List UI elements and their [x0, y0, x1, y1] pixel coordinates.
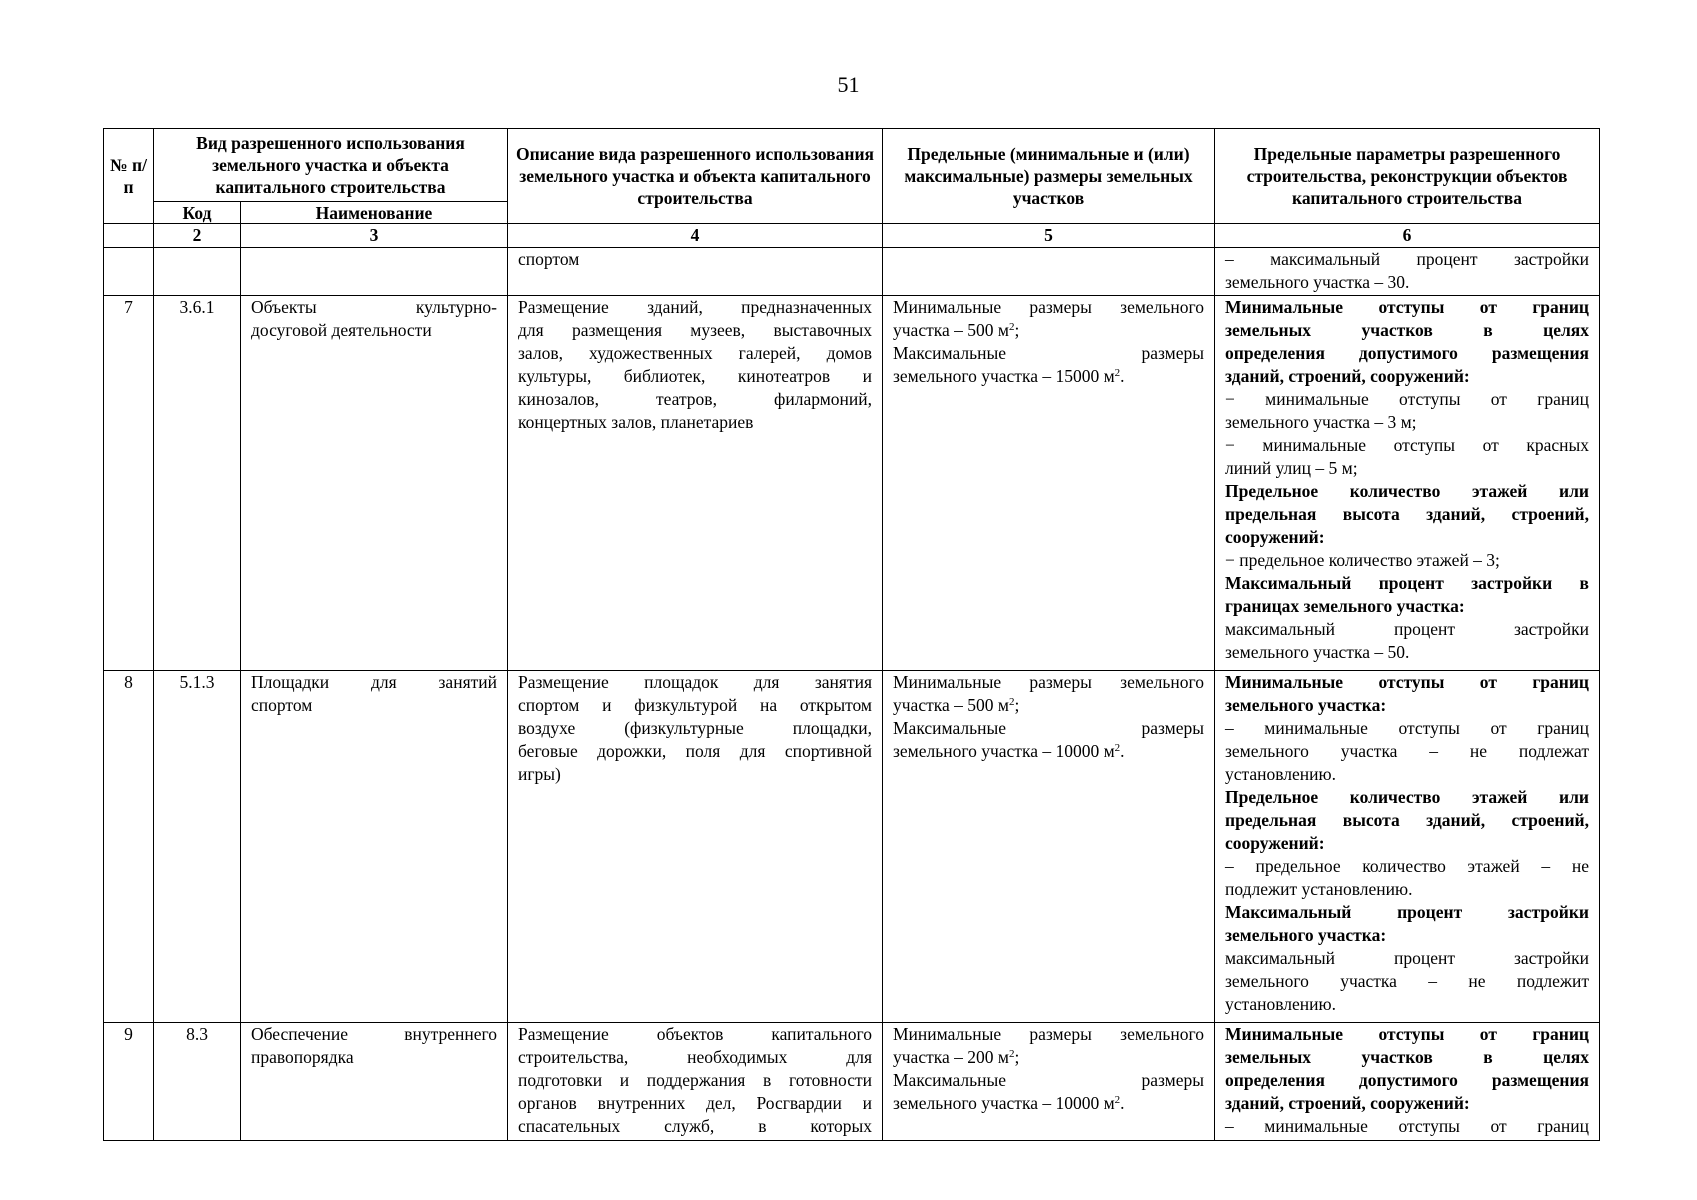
param-line: Предельное количество этажей или: [1225, 481, 1589, 501]
description-line: спортом и физкультурой на открытом: [518, 695, 872, 715]
param-line: максимальный процент застройки: [1225, 948, 1589, 968]
param-line: максимальный процент застройки: [1225, 619, 1589, 639]
sizes-line: участка – 500 $м^2$;: [893, 695, 1020, 715]
param-line: Минимальные отступы от границ: [1225, 672, 1589, 692]
param-line: определения допустимого размещения: [1225, 343, 1589, 363]
column-number-1: [104, 224, 154, 248]
sizes-line: Минимальные размеры земельного: [893, 1024, 1204, 1044]
cell-params: [1215, 671, 1600, 1023]
param-line: – предельное количество этажей – не: [1225, 856, 1589, 876]
sizes-line: земельного участка – 15000 $м^2$.: [893, 366, 1125, 386]
cell-description: [508, 296, 883, 671]
param-line: Предельное количество этажей или: [1225, 787, 1589, 807]
sizes-line: земельного участка – 10000 $м^2$.: [893, 1093, 1125, 1113]
column-number-4: 4: [508, 224, 883, 248]
param-line: зданий, строений, сооружений:: [1225, 1093, 1470, 1113]
param-line: Минимальные отступы от границ: [1225, 297, 1589, 317]
cell-code: 5.1.3: [154, 671, 241, 1023]
param-line: сооружений:: [1225, 833, 1325, 853]
sizes-line: участка – 500 $м^2$;: [893, 320, 1020, 340]
column-numbers-row: [104, 224, 1600, 248]
description-line: спасательных служб, в которых: [518, 1116, 872, 1136]
param-line: установлению.: [1225, 994, 1336, 1014]
description-line: воздухе (физкультурные площадки,: [518, 718, 872, 738]
param-line: подлежит установлению.: [1225, 879, 1413, 899]
name-line: Обеспечение внутреннего: [251, 1024, 497, 1044]
description-line: органов внутренних дел, Росгвардии и: [518, 1093, 872, 1113]
sizes-line: Минимальные размеры земельного: [893, 297, 1204, 317]
param-line: земельного участка:: [1225, 925, 1387, 945]
description-line: для размещения музеев, выставочных: [518, 320, 872, 340]
header-name: Наименование: [241, 202, 508, 224]
cell-code: [154, 248, 241, 296]
description-line: залов, художественных галерей, домов: [518, 343, 872, 363]
param-line: предельная высота зданий, строений,: [1225, 810, 1589, 830]
name-line: Площадки для занятий: [251, 672, 497, 692]
param-line: – минимальные отступы от границ: [1225, 718, 1589, 738]
cell-name: [241, 671, 508, 1023]
param-line: Максимальный процент застройки в: [1225, 573, 1589, 593]
param-line: земельных участков в целях: [1225, 320, 1589, 340]
column-number-6: 6: [1215, 224, 1600, 248]
cell-sizes: [883, 248, 1215, 296]
cell-description: [508, 1023, 883, 1141]
cell-name: [241, 296, 508, 671]
sizes-line: Максимальные размеры: [893, 1070, 1204, 1090]
param-line: установлению.: [1225, 764, 1336, 784]
param-line: − минимальные отступы от границ: [1225, 389, 1589, 409]
table-row: [104, 1023, 1600, 1141]
description-line: кинозалов, театров, филармоний,: [518, 389, 872, 409]
name-line: правопорядка: [251, 1047, 354, 1067]
name-line: досуговой деятельности: [251, 320, 432, 340]
cell-num: 9: [104, 1023, 154, 1141]
column-number-3: 3: [241, 224, 508, 248]
header-type-group: Вид разрешенного использования земельного участка и объекта капитального строительства: [154, 129, 508, 202]
header-code: Код: [154, 202, 241, 224]
header-params: Предельные параметры разрешенного строительства, реконструкции объектов капитального строительства: [1215, 129, 1600, 224]
param-line: земельных участков в целях: [1225, 1047, 1589, 1067]
param-line: земельного участка – 50.: [1225, 642, 1410, 662]
header-sizes: Предельные (минимальные и (или) максимальные) размеры земельных участков: [883, 129, 1215, 224]
cell-description: спортом: [508, 248, 883, 296]
description-line: концертных залов, планетариев: [518, 412, 754, 432]
description-line: Размещение зданий, предназначенных: [518, 297, 872, 317]
description-line: строительства, необходимых для: [518, 1047, 872, 1067]
cell-name: [241, 248, 508, 296]
cell-sizes: [883, 1023, 1215, 1141]
name-line: Объекты культурно-: [251, 297, 497, 317]
table-row: [104, 671, 1600, 1023]
description-line: подготовки и поддержания в готовности: [518, 1070, 872, 1090]
param-line: земельного участка – не подлежит: [1225, 971, 1589, 991]
description-line: культуры, библиотек, кинотеатров и: [518, 366, 872, 386]
param-line: земельного участка – не подлежат: [1225, 741, 1589, 761]
param-line: земельного участка – 3 м;: [1225, 412, 1417, 432]
description-line: Размещение площадок для занятия: [518, 672, 872, 692]
cell-params: [1215, 248, 1600, 296]
param-line: Максимальный процент застройки: [1225, 902, 1589, 922]
param-line: определения допустимого размещения: [1225, 1070, 1589, 1090]
cell-num: 7: [104, 296, 154, 671]
cell-name: [241, 1023, 508, 1141]
header-num: № п/п: [104, 129, 154, 224]
page-number: 51: [837, 72, 860, 97]
name-line: спортом: [251, 695, 313, 715]
table-row: [104, 248, 1600, 296]
land-use-table: [103, 128, 1600, 1141]
sizes-line: участка – 200 $м^2$;: [893, 1047, 1020, 1067]
description-line: беговые дорожки, поля для спортивной: [518, 741, 872, 761]
sizes-line: земельного участка – 10000 $м^2$.: [893, 741, 1125, 761]
cell-num: 8: [104, 671, 154, 1023]
cell-sizes: [883, 296, 1215, 671]
sizes-line: Максимальные размеры: [893, 718, 1204, 738]
param-line: Минимальные отступы от границ: [1225, 1024, 1589, 1044]
sizes-line: Максимальные размеры: [893, 343, 1204, 363]
param-line: земельного участка:: [1225, 695, 1387, 715]
param-line: предельная высота зданий, строений,: [1225, 504, 1589, 524]
cell-sizes: [883, 671, 1215, 1023]
cell-description: [508, 671, 883, 1023]
column-number-2: 2: [154, 224, 241, 248]
table-row: [104, 296, 1600, 671]
cell-params: [1215, 1023, 1600, 1141]
param-line: сооружений:: [1225, 527, 1325, 547]
cell-num: [104, 248, 154, 296]
column-number-5: 5: [883, 224, 1215, 248]
param-line: границах земельного участка:: [1225, 596, 1465, 616]
param-line: линий улиц – 5 м;: [1225, 458, 1358, 478]
description-line: игры): [518, 764, 561, 784]
param-line: земельного участка – 30.: [1225, 272, 1410, 292]
param-line: – минимальные отступы от границ: [1225, 1116, 1589, 1136]
param-line: – максимальный процент застройки: [1225, 249, 1589, 269]
header-description: Описание вида разрешенного использования земельного участка и объекта капитального строительства: [508, 129, 883, 224]
param-line: зданий, строений, сооружений:: [1225, 366, 1470, 386]
cell-code: 8.3: [154, 1023, 241, 1141]
param-line: − минимальные отступы от красных: [1225, 435, 1589, 455]
cell-params: [1215, 296, 1600, 671]
param-line: − предельное количество этажей – 3;: [1225, 550, 1500, 570]
description-line: Размещение объектов капитального: [518, 1024, 872, 1044]
sizes-line: Минимальные размеры земельного: [893, 672, 1204, 692]
cell-code: 3.6.1: [154, 296, 241, 671]
